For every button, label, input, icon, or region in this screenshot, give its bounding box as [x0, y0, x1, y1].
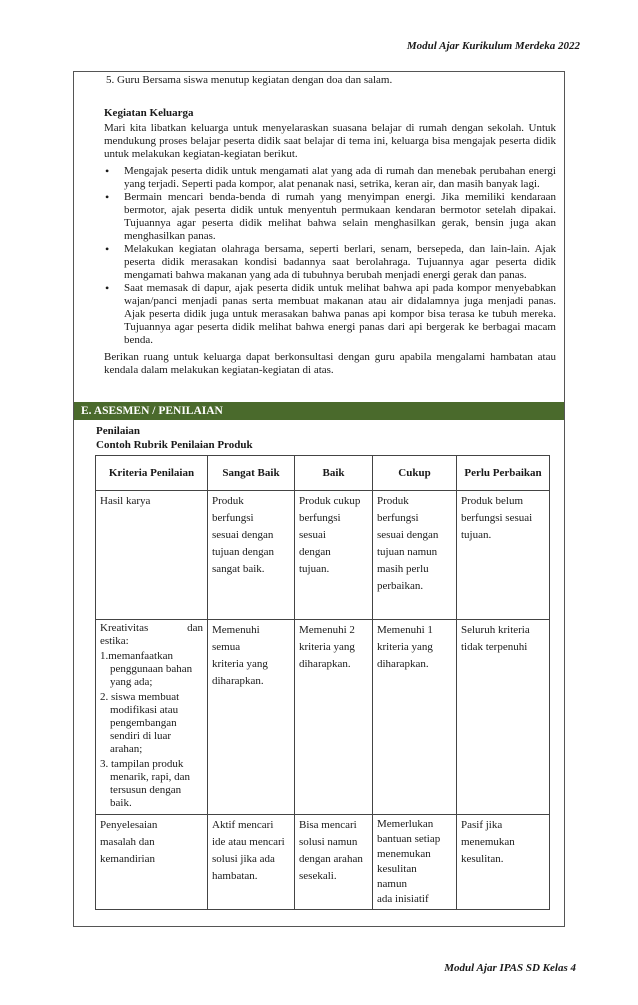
- table-row: [96, 815, 550, 910]
- table-cell: Memenuhi 2 kriteria yang diharapkan.: [295, 620, 373, 815]
- table-cell: Memenuhi 1 kriteria yang diharapkan.: [373, 620, 457, 815]
- assessment-subtitle: Penilaian: [96, 425, 141, 437]
- header-sufficient: Cukup: [373, 456, 457, 491]
- table-cell: Memenuhi semua kriteria yang diharapkan.: [208, 620, 295, 815]
- header-needs-improvement: Perlu Perbaikan: [457, 456, 550, 491]
- section-e-heading: E. ASESMEN / PENILAIAN: [74, 402, 564, 420]
- table-cell: Pasif jika menemukan kesulitan.: [457, 815, 550, 910]
- table-cell: Bisa mencari solusi namun dengan arahan sesekali.: [295, 815, 373, 910]
- rubric-title: Contoh Rubrik Penilaian Produk: [96, 439, 253, 451]
- family-intro: Mari kita libatkan keluarga untuk menyelaraskan suasana belajar di rumah dengan sekolah. Untuk mendukung proses belajar peserta didik saat belajar di tema ini, keluarga bisa mengajak peserta didik untuk melakukan kegiatan-kegiatan berikut.: [104, 122, 556, 160]
- rubric-table: [95, 455, 550, 910]
- page-header: Modul Ajar Kurikulum Merdeka 2022: [406, 40, 580, 52]
- page-footer: Modul Ajar IPAS SD Kelas 4: [444, 962, 576, 974]
- table-cell: Seluruh kriteria tidak terpenuhi: [457, 620, 550, 815]
- criteria-cell: Penyelesaian masalah dan kemandirian: [96, 815, 208, 910]
- family-activity-list: [104, 165, 556, 347]
- list-item: • Saat memasak di dapur, ajak peserta didik untuk melihat bahwa api pada kompor menyebabkan wajan/panci menjadi panas serta membuat makanan atau air didalamnya juga menjadi panas. Ajak peserta didik juga untuk merasakan bahwa panas api kompor bisa terasa ke tubuh mereka. Tujuannya agar peserta didik melihat bahwa energi panas dari api bergerak ke berbagai macam benda.: [104, 282, 556, 347]
- closing-step: 5. Guru Bersama siswa menutup kegiatan dengan doa dan salam.: [106, 74, 393, 86]
- table-row: [96, 491, 550, 620]
- table-cell: Produk cukup berfungsi sesuai dengan tujuan.: [295, 491, 373, 620]
- header-criteria: Kriteria Penilaian: [96, 456, 208, 491]
- table-row: [96, 620, 550, 815]
- header-very-good: Sangat Baik: [208, 456, 295, 491]
- list-item: 2. siswa membuat modifikasi atau pengembangan sendiri di luar arahan;: [100, 691, 180, 755]
- table-cell: Memerlukan bantuan setiap menemukan kesulitan namun ada inisiatif: [373, 815, 457, 910]
- list-item: • Bermain mencari benda-benda di rumah yang menyimpan energi. Jika memiliki kendaraan bermotor, ajak peserta didik untuk menyentuh permukaan kendaran bermotor setelah dipakai. Tujuannya agar peserta didik melihat bahwa selain menghasilkan gerak, bensin juga akan menghasilkan panas.: [104, 191, 556, 243]
- criteria-cell: Hasil karya: [96, 491, 208, 620]
- criteria-sublist: [100, 650, 203, 810]
- family-closing: Berikan ruang untuk keluarga dapat berkonsultasi dengan guru apabila mengalami hambatan atau kendala dalam melakukan kegiatan-kegiatan di atas.: [104, 351, 556, 376]
- list-item: 3. tampilan produk menarik, rapi, dan tersusun dengan baik.: [100, 758, 191, 809]
- list-item: 1.memanfaatkan penggunaan bahan yang ada;: [100, 650, 193, 688]
- criteria-cell: Kreativitas dan estika: 1.memanfaatkan penggunaan bahan yang ada; 2. siswa membuat modifikasi atau pengembangan sendiri di luar arahan; 3. tampilan produk menarik, rapi, dan tersusun dengan baik.: [96, 620, 208, 815]
- list-item: • Melakukan kegiatan olahraga bersama, seperti berlari, senam, bersepeda, dan lain-lain. Ajak peserta didik merasakan kondisi badannya saat berolahraga. Tujuannya agar peserta didik mengamati bahwa makanan yang ada di tubuhnya berubah menjadi energi gerak dan panas.: [104, 243, 556, 282]
- header-good: Baik: [295, 456, 373, 491]
- table-cell: Produk berfungsi sesuai dengan tujuan dengan sangat baik.: [208, 491, 295, 620]
- assessment-titles: [96, 424, 253, 452]
- family-activity-title: Kegiatan Keluarga: [104, 107, 194, 119]
- list-item: • Mengajak peserta didik untuk mengamati alat yang ada di rumah dan menebak perubahan energi yang terjadi. Seperti pada kompor, alat penanak nasi, setrika, keran air, dan masih banyak lagi.: [104, 165, 556, 191]
- activity-text: [104, 74, 556, 388]
- table-header-row: [96, 456, 550, 491]
- table-cell: Aktif mencari ide atau mencari solusi jika ada hambatan.: [208, 815, 295, 910]
- table-cell: Produk belum berfungsi sesuai tujuan.: [457, 491, 550, 620]
- table-cell: Produk berfungsi sesuai dengan tujuan namun masih perlu perbaikan.: [373, 491, 457, 620]
